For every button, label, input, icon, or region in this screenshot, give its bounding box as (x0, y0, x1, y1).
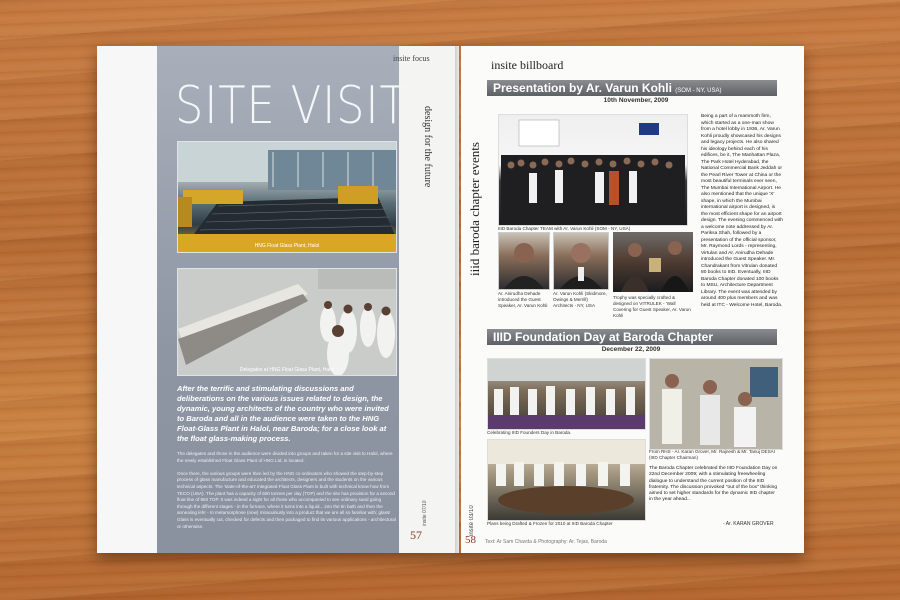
group-photo-caption: IIID Baroda Chapter TEAM with Ar. Varun Kohli (SOM - NY, USA) (498, 226, 631, 231)
left-page-margin-strip (97, 46, 157, 553)
group-photo-illustration (499, 115, 687, 225)
planning-illustration (488, 440, 645, 520)
group-photo (498, 114, 688, 226)
page-number-left: 57 (410, 528, 422, 542)
chairman-caption: From RHS - Ar. Karan Grover, Mr. Rajnesh & Mr. Tanuj DESAI (IIID Chapter Chairman) (649, 449, 776, 460)
portrait-anirudha (498, 232, 550, 290)
event2-title: IIID Foundation Day at Baroda Chapter (493, 330, 714, 344)
event1-subtitle: (SOM - NY, USA) (675, 88, 722, 94)
event1-article: Being a part of a mammoth firm, which started as a one-man show from a hotel lobby in 1936, Ar. Varun Kohli proudly showcased his designs and legacy projects. He also shared his ideology behind each of his edifices, be it, The Manhattan Plaza, The Park Hotel Hyderabad, the National Commercial Bank Jeddah or the Pearl River Tower at China or the most beautiful terminals ever seen, The Mumbai International Airport. He also mentioned that the unique 'X' shape, in which the Mumbai international airport is designed, is the most efficient shape for an airport design. The evening commenced with a welcome note addressed by Ar. Pariksa Shah, followed by a presentation of the official sponsor, Mr. Raymond Lords - representing, Virtulan and Ar. Anirudha Dehade introduced the Guest Speaker. Mr. Chandrakant from Vitrulan donated 80 books to IIID. Eventually, IIID Baroda Chapter donated 100 books to MSU, Architecture Department Library. The event was attended by around 400 plus members and was held at ITC - Welcome Hotel, Baroda. (701, 114, 784, 308)
left-page (97, 46, 459, 553)
chairman-illustration (650, 359, 782, 449)
glass-plant-photo (177, 141, 397, 253)
chapter-chairman-photo (649, 358, 783, 450)
page-number-right: 58 (465, 534, 476, 546)
event2-article: The Baroda Chapter celebrated the IIID Foundation Day on 22nd December 2009; with a stimulating freewheeling dialogue to understand the current position of the IIID fraternity. The discussion provoked "out of the box" thinking aimed to set higher standards for the dynamic IIID chapter in the year ahead... (649, 466, 778, 503)
event1-banner (487, 80, 777, 96)
photo-credit: Text: Ar Sam Chavda & Photography: Ar. Tejas, Baroda (485, 539, 607, 545)
portrait-illustration-1 (499, 233, 549, 289)
portrait-varun-kohli (553, 232, 609, 290)
portrait2-caption: Ar. Varun Kohli (Skidmore, Owings & Merrill) Architects - NY, USA (553, 291, 607, 308)
side-label: design for the future (422, 106, 433, 188)
portrait1-caption: Ar. Anirudha Dehade introduced the Guest Speaker, Ar. Varun Kohli (498, 291, 548, 308)
right-page (461, 46, 804, 553)
section-label: insite focus (393, 54, 430, 63)
event2-signature: - Ar. KARAN GROVER (723, 521, 774, 527)
page-title: SITE VISIT (175, 76, 408, 136)
trophy-illustration (613, 232, 693, 292)
photo2-caption: Delegates at HNG Float Glass Plant, Halol (239, 367, 335, 373)
photo1-caption: HNG Float Glass Plant, Halol (254, 243, 320, 249)
delegates-photo (177, 268, 397, 376)
left-footer: insite 07/10 (422, 500, 428, 526)
planning-photo (487, 439, 646, 521)
trophy-caption: Trophy was specially crafted & designed on VITRULEK - 'Wall Covering for Guest Speaker, Ar. Varun Kohli (613, 295, 691, 318)
portrait-illustration-2 (554, 233, 608, 289)
founders-day-illustration (488, 359, 645, 429)
body-paragraph: The delegates and those in the audience were divided into groups and taken for a site visit to Halol, where the newly established Float Glass Plant of HNG Ltd. is located. Once there, the various groups were then led by the HNG co-ordinators who showed the step-by-step process of glass manufacture and educated the architects, designers and the students on the various technical aspects. The 'state-of-the-art' integrated Float Glass Plant is built with technical know how from TECO (USA). The plant has a capacity of 600 tonnes per day (TDP) and the site has provision for a second float line of 850 TDP. It was indeed a sight for all those who accompanied to see ordinary sand going through the different stages - in the furnace, where it turns into a liquid... into the tin bath and then the annealing lehr - to metamorphose (now) miraculously into a product that we are all so familiar with; glass! Glass is eventually cut, checked for defects and then packaged to find its various applications - architectural or otherwise. (177, 451, 396, 529)
planning-caption: Plans being Drafted & Frozen for 2010 at IIID Baroda Chapter (487, 521, 613, 526)
event2-date: December 22, 2009 (601, 346, 661, 353)
section-label-right: insite billboard (491, 58, 564, 72)
trophy-photo (613, 232, 693, 292)
right-side-footer: insite 03/10 (469, 505, 475, 536)
glass-plant-illustration (178, 142, 396, 252)
founders-day-caption: Celebrating IIID Founders Day in Baroda. (487, 430, 572, 435)
founders-day-photo (487, 358, 646, 430)
delegates-illustration (178, 269, 396, 375)
event1-title: Presentation by Ar. Varun Kohli (493, 81, 672, 95)
event1-date: 10th November, 2009 (603, 97, 669, 104)
event2-banner (487, 329, 777, 345)
side-label-right: iiid baroda chapter events (467, 142, 482, 276)
magazine-spread (97, 46, 804, 553)
intro-paragraph: After the terrific and stimulating discussions and deliberations on the various issues related to design, the dynamic, young architects of the country who were invited to Baroda and all in the audience were taken to the HNG Float-Glass Plant in Halol, near Baroda; for a close look at the float glass-making process. (177, 384, 389, 443)
